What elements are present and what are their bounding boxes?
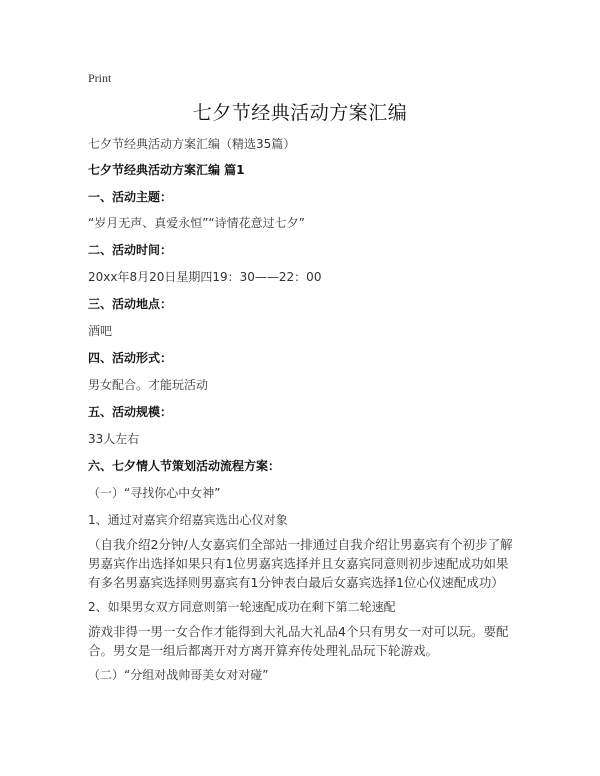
flow-item-2: 2、如果男女双方同意则第一轮速配成功在剩下第二轮速配: [88, 600, 396, 614]
print-label: Print: [88, 71, 112, 85]
section-heading-theme: 一、活动主题：: [88, 190, 173, 204]
section-heading-format: 四、活动形式：: [88, 351, 173, 365]
section-heading-scale: 五、活动规模：: [88, 405, 173, 419]
section-heading-time: 二、活动时间：: [88, 243, 173, 257]
section-body-format: 男女配合。才能玩活动: [88, 378, 209, 392]
section-heading-location: 三、活动地点：: [88, 297, 173, 311]
section-body-scale: 33人左右: [88, 432, 140, 446]
flow-sub-heading-2: （二）“分组对战帅哥美女对对碰”: [88, 668, 269, 682]
section-body-time: 20xx年8月20日星期四19：30——22：00: [88, 270, 322, 284]
flow-item-1-detail: （自我介绍2分钟/人女嘉宾们全部站一排通过自我介绍让男嘉宾有个初步了解男嘉宾作出选择如果只有1位男嘉宾选择并且女嘉宾同意则初步速配成功如果有多名男嘉宾选择则男嘉宾有1分钟表白最后女嘉宾选择1位心仪速配成功）: [88, 537, 513, 590]
section-heading-flow: 六、七夕情人节策划活动流程方案：: [88, 459, 281, 473]
document-subtitle: 七夕节经典活动方案汇编（精选35篇）: [88, 137, 296, 151]
flow-sub-heading-1: （一）“寻找你心中女神”: [88, 486, 221, 500]
flow-item-1: 1、通过对嘉宾介绍嘉宾选出心仪对象: [88, 513, 288, 527]
flow-item-2-detail: 游戏非得一男一女合作才能得到大礼品大礼品4个只有男女一对可以玩。要配合。男女是一组后都离开对方离开算弃传处理礼品玩下轮游戏。: [88, 624, 509, 658]
document-title: 七夕节经典活动方案汇编: [192, 102, 408, 124]
section-body-location: 酒吧: [88, 324, 113, 338]
section-body-theme: “岁月无声、真爱永恒”“诗情花意过七夕”: [88, 216, 305, 230]
part-heading: 七夕节经典活动方案汇编 篇1: [88, 163, 245, 177]
